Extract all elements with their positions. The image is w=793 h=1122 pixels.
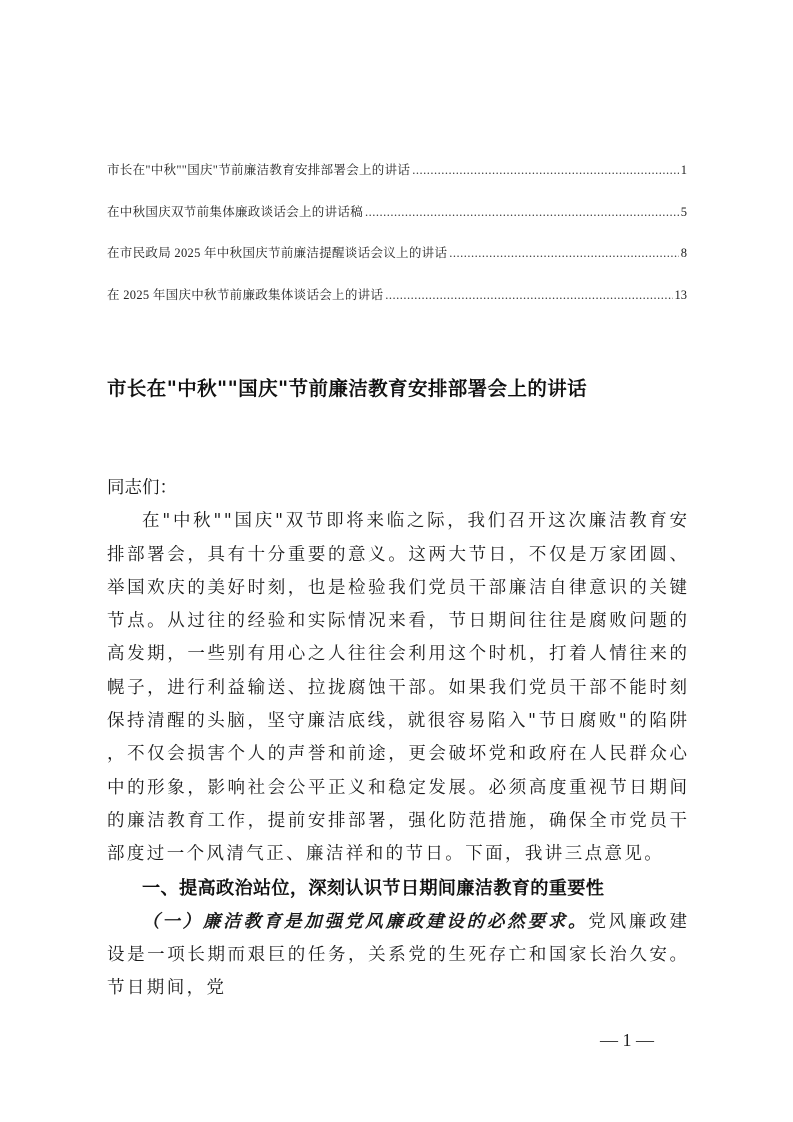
toc-leader-dots <box>385 288 672 303</box>
toc-leader-dots <box>365 205 679 220</box>
toc-entry[interactable] <box>107 243 687 285</box>
section-heading: 一、提高政治站位，深刻认识节日期间廉洁教育的重要性 <box>142 877 605 899</box>
document-body <box>107 472 690 1005</box>
toc-leader-dots <box>412 163 679 178</box>
document-title: 市长在"中秋""国庆"节前廉洁教育安排部署会上的讲话 <box>107 377 588 400</box>
body-paragraph: 在"中秋""国庆"双节即将来临之际，我们召开这次廉洁教育安排部署会，具有十分重要的意义。这两大节日，不仅是万家团圆、举国欢庆的美好时刻，也是检验我们党员干部廉洁自律意识的关键节点。从过往的经验和实际情况来看，节日期间往往是腐败问题的高发期，一些别有用心之人往往会利用这个时机，打着人情往来的幌子，进行利益输送、拉拢腐蚀干部。如果我们党员干部不能时刻保持清醒的头脑，坚守廉洁底线，就很容易陷入"节日腐败"的陷阱，不仅会损害个人的声誉和前途，更会破坏党和政府在人民群众心中的形象，影响社会公平正义和稳定发展。必须高度重视节日期间的廉洁教育工作，提前安排部署，强化防范措施，确保全市党员干部度过一个风清气正、廉洁祥和的节日。下面，我讲三点意见。 <box>107 511 690 865</box>
toc-entry[interactable] <box>107 285 687 327</box>
toc-entry[interactable] <box>107 160 687 202</box>
toc-entry-page: 13 <box>674 288 687 303</box>
toc-entry-title: 在中秋国庆双节前集体廉政谈话会上的讲话稿 <box>107 204 364 219</box>
toc-entry-title: 在 2025 年国庆中秋节前廉政集体谈话会上的讲话 <box>107 288 384 303</box>
toc-entry[interactable] <box>107 202 687 244</box>
subsection-text: 党风廉政建设是一项长期而艰巨的任务，关系党的生死存亡和国家长治久安。节日期间，党 <box>107 911 690 999</box>
toc-entry-title: 在市民政局 2025 年中秋国庆节前廉洁提醒谈话会议上的讲话 <box>107 246 448 261</box>
page-number: — 1 — <box>600 1030 654 1050</box>
toc-entry-title: 市长在"中秋""国庆"节前廉洁教育安排部署会上的讲话 <box>107 163 411 177</box>
toc-entry-page: 8 <box>680 246 687 261</box>
table-of-contents <box>107 160 687 327</box>
body-paragraph <box>107 906 689 1006</box>
toc-entry-page: 5 <box>680 204 687 219</box>
toc-entry-page: 1 <box>680 163 687 177</box>
toc-leader-dots <box>449 246 678 261</box>
subsection-lead: （一）廉洁教育是加强党风廉政建设的必然要求。 <box>142 911 589 932</box>
salutation: 同志们： <box>107 478 177 498</box>
